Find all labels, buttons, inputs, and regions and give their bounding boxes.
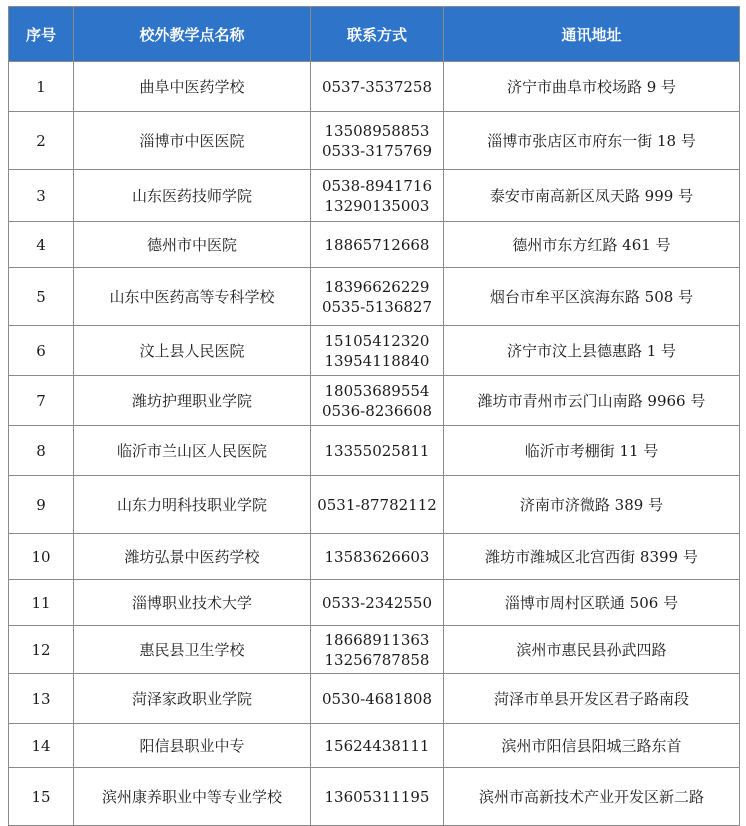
site-address: 潍坊市青州市云门山南路 9966 号 xyxy=(444,376,740,426)
site-contact xyxy=(311,376,444,426)
site-address: 滨州市惠民县孙武四路 xyxy=(444,626,740,674)
header-row xyxy=(9,7,740,62)
site-address: 泰安市南高新区凤天路 999 号 xyxy=(444,170,740,222)
table-row xyxy=(9,426,740,476)
site-name: 山东中医药高等专科学校 xyxy=(74,268,311,326)
site-contact xyxy=(311,768,444,826)
phone-number: 0531-87782112 xyxy=(317,495,437,514)
site-name: 山东医药技师学院 xyxy=(74,170,311,222)
site-address: 烟台市牟平区滨海东路 508 号 xyxy=(444,268,740,326)
row-number: 13 xyxy=(9,674,74,724)
site-name: 潍坊护理职业学院 xyxy=(74,376,311,426)
phone-number: 13355025811 xyxy=(324,441,430,460)
phone-number: 13954118840 xyxy=(324,351,430,370)
row-number: 1 xyxy=(9,62,74,112)
site-name: 淄博职业技术大学 xyxy=(74,580,311,626)
phone-number: 15105412320 xyxy=(324,331,430,350)
row-number: 14 xyxy=(9,724,74,768)
header-contact: 联系方式 xyxy=(311,7,444,62)
table-row xyxy=(9,326,740,376)
teaching-sites-table xyxy=(8,6,740,826)
table-row xyxy=(9,170,740,222)
header-name: 校外教学点名称 xyxy=(74,7,311,62)
table-body xyxy=(9,62,740,826)
row-number: 3 xyxy=(9,170,74,222)
site-contact xyxy=(311,426,444,476)
phone-number: 0538-8941716 xyxy=(321,176,433,195)
row-number: 2 xyxy=(9,112,74,170)
table-row xyxy=(9,476,740,534)
site-contact xyxy=(311,62,444,112)
site-name: 阳信县职业中专 xyxy=(74,724,311,768)
row-number: 5 xyxy=(9,268,74,326)
site-address: 淄博市张店区市府东一街 18 号 xyxy=(444,112,740,170)
site-address: 菏泽市单县开发区君子路南段 xyxy=(444,674,740,724)
site-name: 惠民县卫生学校 xyxy=(74,626,311,674)
table-row xyxy=(9,534,740,580)
site-name: 淄博市中医医院 xyxy=(74,112,311,170)
site-address: 济南市济微路 389 号 xyxy=(444,476,740,534)
phone-number: 0537-3537258 xyxy=(321,77,433,96)
row-number: 7 xyxy=(9,376,74,426)
site-name: 汶上县人民医院 xyxy=(74,326,311,376)
site-name: 临沂市兰山区人民医院 xyxy=(74,426,311,476)
phone-number: 15624438111 xyxy=(324,736,430,755)
table-row xyxy=(9,62,740,112)
site-contact xyxy=(311,724,444,768)
site-address: 济宁市汶上县德惠路 1 号 xyxy=(444,326,740,376)
row-number: 4 xyxy=(9,222,74,268)
site-contact xyxy=(311,222,444,268)
site-contact xyxy=(311,580,444,626)
site-contact xyxy=(311,326,444,376)
site-address: 滨州市阳信县阳城三路东首 xyxy=(444,724,740,768)
phone-number: 0533-2342550 xyxy=(321,593,433,612)
phone-number: 13256787858 xyxy=(324,650,430,669)
site-name: 曲阜中医药学校 xyxy=(74,62,311,112)
phone-number: 13290135003 xyxy=(324,196,430,215)
row-number: 8 xyxy=(9,426,74,476)
table-row xyxy=(9,626,740,674)
row-number: 15 xyxy=(9,768,74,826)
row-number: 11 xyxy=(9,580,74,626)
site-contact xyxy=(311,476,444,534)
site-address: 淄博市周村区联通 506 号 xyxy=(444,580,740,626)
row-number: 6 xyxy=(9,326,74,376)
site-address: 济宁市曲阜市校场路 9 号 xyxy=(444,62,740,112)
table-row xyxy=(9,376,740,426)
phone-number: 13583626603 xyxy=(324,547,430,566)
site-contact xyxy=(311,674,444,724)
table-row xyxy=(9,222,740,268)
phone-number: 18668911363 xyxy=(324,630,430,649)
row-number: 9 xyxy=(9,476,74,534)
site-address: 德州市东方红路 461 号 xyxy=(444,222,740,268)
phone-number: 0533-3175769 xyxy=(321,141,433,160)
site-name: 菏泽家政职业学院 xyxy=(74,674,311,724)
table-header xyxy=(9,7,740,62)
site-contact xyxy=(311,170,444,222)
phone-number: 18396626229 xyxy=(324,277,430,296)
site-address: 临沂市考棚街 11 号 xyxy=(444,426,740,476)
table-row xyxy=(9,580,740,626)
phone-number: 0535-5136827 xyxy=(321,297,433,316)
site-contact xyxy=(311,268,444,326)
site-contact xyxy=(311,112,444,170)
row-number: 12 xyxy=(9,626,74,674)
table-row xyxy=(9,268,740,326)
phone-number: 18053689554 xyxy=(324,381,430,400)
site-name: 山东力明科技职业学院 xyxy=(74,476,311,534)
site-contact xyxy=(311,534,444,580)
phone-number: 0530-4681808 xyxy=(321,689,433,708)
site-name: 滨州康养职业中等专业学校 xyxy=(74,768,311,826)
site-name: 潍坊弘景中医药学校 xyxy=(74,534,311,580)
header-no: 序号 xyxy=(9,7,74,62)
row-number: 10 xyxy=(9,534,74,580)
table-row xyxy=(9,724,740,768)
site-contact xyxy=(311,626,444,674)
table-row xyxy=(9,674,740,724)
site-address: 滨州市高新技术产业开发区新二路 xyxy=(444,768,740,826)
table-row xyxy=(9,768,740,826)
phone-number: 18865712668 xyxy=(324,235,430,254)
table-row xyxy=(9,112,740,170)
site-address: 潍坊市潍城区北宫西街 8399 号 xyxy=(444,534,740,580)
phone-number: 0536-8236608 xyxy=(321,401,433,420)
site-name: 德州市中医院 xyxy=(74,222,311,268)
phone-number: 13605311195 xyxy=(324,787,430,806)
header-address: 通讯地址 xyxy=(444,7,740,62)
phone-number: 13508958853 xyxy=(324,121,430,140)
